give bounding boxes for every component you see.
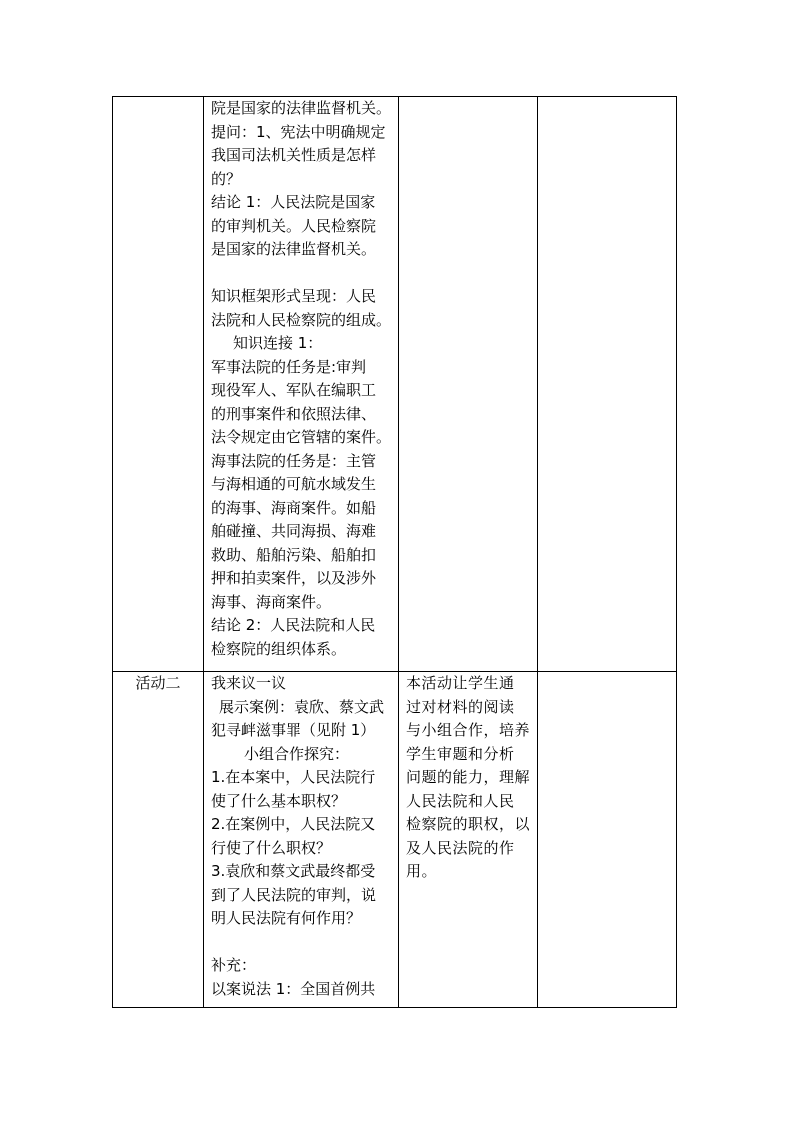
table-row <box>113 672 677 1008</box>
activity-cell <box>113 97 204 672</box>
purpose-line: 用。 <box>406 862 438 880</box>
content-line: 以案说法 1：全国首例共 <box>211 979 376 998</box>
content-line: 1.在本案中，人民法院行 <box>211 768 376 786</box>
purpose-line: 过对材料的阅读 <box>406 697 515 716</box>
content-line: 与海相通的可航水域发生 <box>211 475 377 493</box>
activity-label: 活动二 <box>135 674 181 692</box>
purpose-line: 人民法院和人民 <box>406 791 515 810</box>
content-line: 结论 1：人民法院是国家 <box>211 193 376 211</box>
lesson-plan-table <box>112 96 677 1008</box>
content-line: 明人民法院有何作用？ <box>211 909 362 927</box>
content-line: 检察院的组织体系。 <box>211 639 347 658</box>
content-line: 军事法院的任务是:审判 <box>211 357 367 376</box>
content-line: 救助、船舶污染、船舶扣 <box>211 545 377 564</box>
content-line: 法令规定由它管辖的案件。 <box>211 428 392 446</box>
content-line: 海事法院的任务是：主管 <box>211 451 377 470</box>
activity-cell <box>113 672 204 1008</box>
content-line: 到了人民法院的审判，说 <box>211 885 377 904</box>
purpose-line: 与小组合作，培养 <box>406 721 531 739</box>
purpose-cell <box>399 97 538 672</box>
content-line: 的？ <box>211 169 242 188</box>
content-line: 的海事、海商案件。如船 <box>211 498 377 517</box>
notes-cell <box>538 672 677 1008</box>
content-line: 小组合作探究： <box>244 744 350 763</box>
content-line: 我国司法机关性质是怎样 <box>211 146 377 164</box>
content-line: 2.在案例中，人民法院又 <box>211 815 376 833</box>
purpose-line: 问题的能力，理解 <box>406 768 531 786</box>
content-line: 法院和人民检察院的组成。 <box>211 310 392 329</box>
content-line: 我来议一议 <box>211 674 287 692</box>
blank-line <box>211 931 394 955</box>
purpose-line: 及人民法院的作 <box>406 838 515 857</box>
content-line: 结论 2：人民法院和人民 <box>211 616 376 634</box>
content-cell <box>204 97 399 672</box>
content-line: 行使了什么职权？ <box>211 838 332 857</box>
purpose-cell <box>399 672 538 1008</box>
content-line: 提问：1、宪法中明确规定 <box>211 122 386 141</box>
content-line: 使了什么基本职权？ <box>211 791 347 810</box>
blank-line <box>211 262 394 286</box>
content-line: 押和拍卖案件，以及涉外 <box>211 569 377 587</box>
notes-cell <box>538 97 677 672</box>
content-line: 犯寻衅滋事罪（见附 1） <box>211 721 376 739</box>
content-line: 展示案例：袁欣、蔡文武 <box>219 697 385 716</box>
content-line: 现役军人、军队在编职工 <box>211 381 377 399</box>
content-line: 院是国家的法律监督机关。 <box>211 99 392 117</box>
content-line: 补充： <box>211 956 257 974</box>
content-line: 的刑事案件和依照法律、 <box>211 404 377 423</box>
content-line: 舶碰撞、共同海损、海难 <box>211 522 377 540</box>
content-line: 知识连接 1： <box>233 334 323 352</box>
table-row <box>113 97 677 672</box>
content-line: 是国家的法律监督机关。 <box>211 240 377 258</box>
content-line: 的审判机关。人民检察院 <box>211 216 377 235</box>
content-line: 3.袁欣和蔡文武最终都受 <box>211 862 376 880</box>
purpose-line: 本活动让学生通 <box>406 674 515 692</box>
content-line: 海事、海商案件。 <box>211 592 332 611</box>
content-cell <box>204 672 399 1008</box>
purpose-line: 学生审题和分析 <box>406 744 515 763</box>
purpose-line: 检察院的职权，以 <box>406 815 531 833</box>
content-line: 知识框架形式呈现：人民 <box>211 287 377 305</box>
